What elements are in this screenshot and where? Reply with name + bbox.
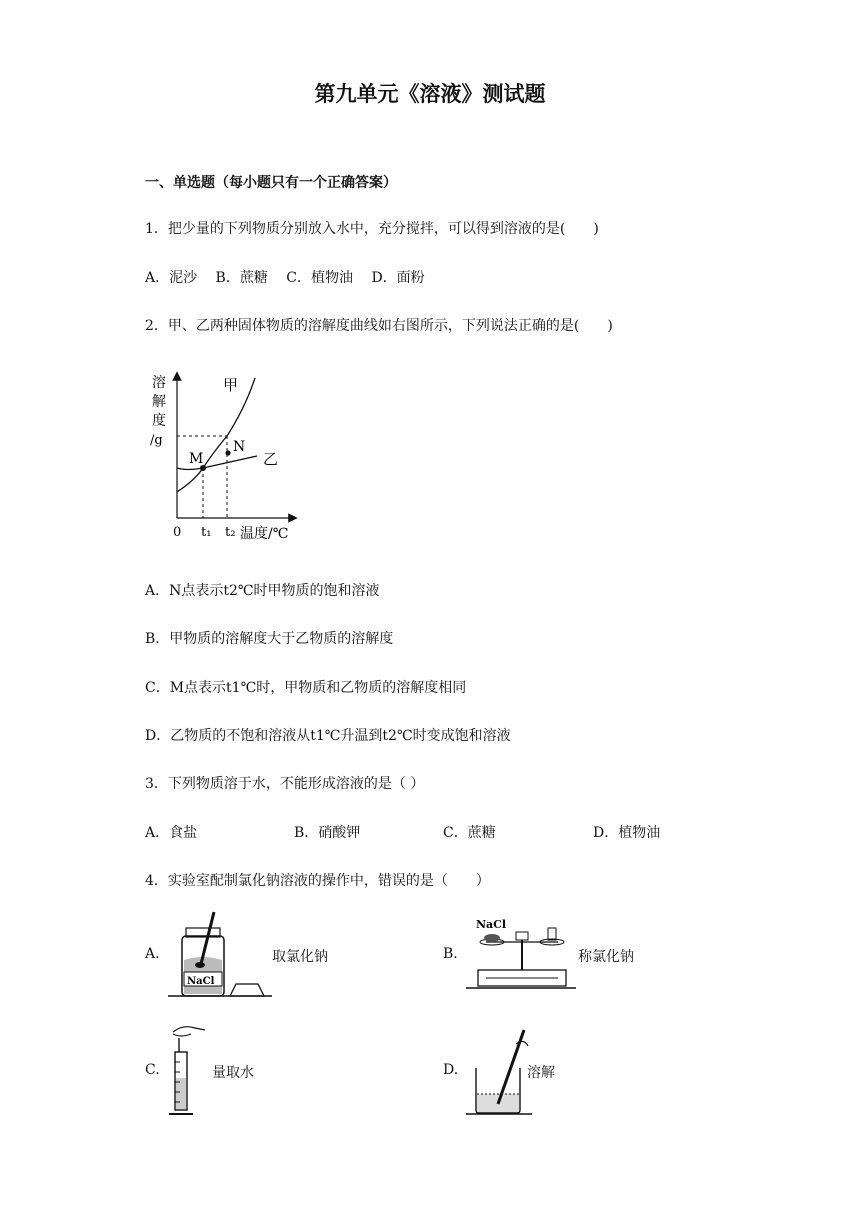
section-heading: 一、单选题（每小题只有一个正确答案）	[145, 175, 397, 191]
page-title: 第九单元《溶液》测试题	[314, 82, 546, 106]
q2-option-d: D．乙物质的不饱和溶液从t1℃升温到t2℃时变成饱和溶液	[145, 728, 511, 744]
q2-option-b: B．甲物质的溶解度大于乙物质的溶解度	[145, 631, 394, 647]
balance-scale-illustration	[466, 912, 578, 992]
curve-yi-label: 乙	[263, 450, 279, 468]
origin-label: 0	[173, 525, 182, 540]
q4-stem: 4．实验室配制氯化钠溶液的操作中，错误的是（ ）	[145, 873, 490, 889]
q4-option-c-caption: 量取水	[212, 1065, 254, 1081]
y-label-1: 溶	[152, 375, 166, 391]
y-label-2: 解	[152, 394, 166, 410]
q4-option-d-letter: D.	[443, 1062, 459, 1078]
q2-option-c: C．M点表示t1℃时，甲物质和乙物质的溶解度相同	[145, 680, 467, 696]
q4-option-a-letter: A.	[145, 946, 160, 962]
q2-stem: 2．甲、乙两种固体物质的溶解度曲线如右图所示，下列说法正确的是( )	[145, 318, 613, 334]
point-n-dot	[225, 450, 230, 455]
q3-option-d: D．植物油	[593, 825, 661, 841]
q4-option-c-letter: C.	[145, 1062, 160, 1078]
q4-option-a-caption: 取氯化钠	[272, 949, 328, 965]
q2-option-a: A．N点表示t2℃时甲物质的饱和溶液	[145, 583, 380, 599]
curve-jia-line	[177, 378, 255, 492]
q4-option-b-letter: B.	[443, 946, 458, 962]
y-label-4: /g	[150, 433, 163, 448]
svg-text:NaCl: NaCl	[476, 918, 507, 931]
curve-jia-label: 甲	[223, 376, 239, 394]
y-label-3: 度	[152, 413, 166, 429]
t2-label: t₂	[225, 525, 236, 540]
svg-text:NaCl: NaCl	[187, 976, 215, 987]
q1-stem: 1．把少量的下列物质分别放入水中，充分搅拌，可以得到溶液的是( )	[145, 221, 599, 237]
x-axis-label: 温度/℃	[240, 526, 289, 542]
t1-label: t₁	[201, 525, 212, 540]
solubility-graph	[145, 368, 300, 546]
point-n-label: N	[233, 439, 246, 455]
beaker-stirring-illustration	[466, 1024, 534, 1118]
q3-option-b: B．硝酸钾	[294, 825, 361, 841]
q4-option-b-caption: 称氯化钠	[578, 949, 634, 965]
q3-option-c: C．蔗糖	[443, 825, 496, 841]
q3-option-a: A．食盐	[145, 825, 198, 841]
reagent-jar-illustration	[168, 908, 273, 1000]
q4-option-d-caption: 溶解	[527, 1065, 555, 1081]
point-m-label: M	[189, 451, 204, 467]
q3-stem: 3．下列物质溶于水，不能形成溶液的是（ ）	[145, 776, 425, 792]
graduated-cylinder-illustration	[165, 1022, 210, 1118]
q1-options: A．泥沙 B．蔗糖 C．植物油 D．面粉	[145, 270, 425, 286]
